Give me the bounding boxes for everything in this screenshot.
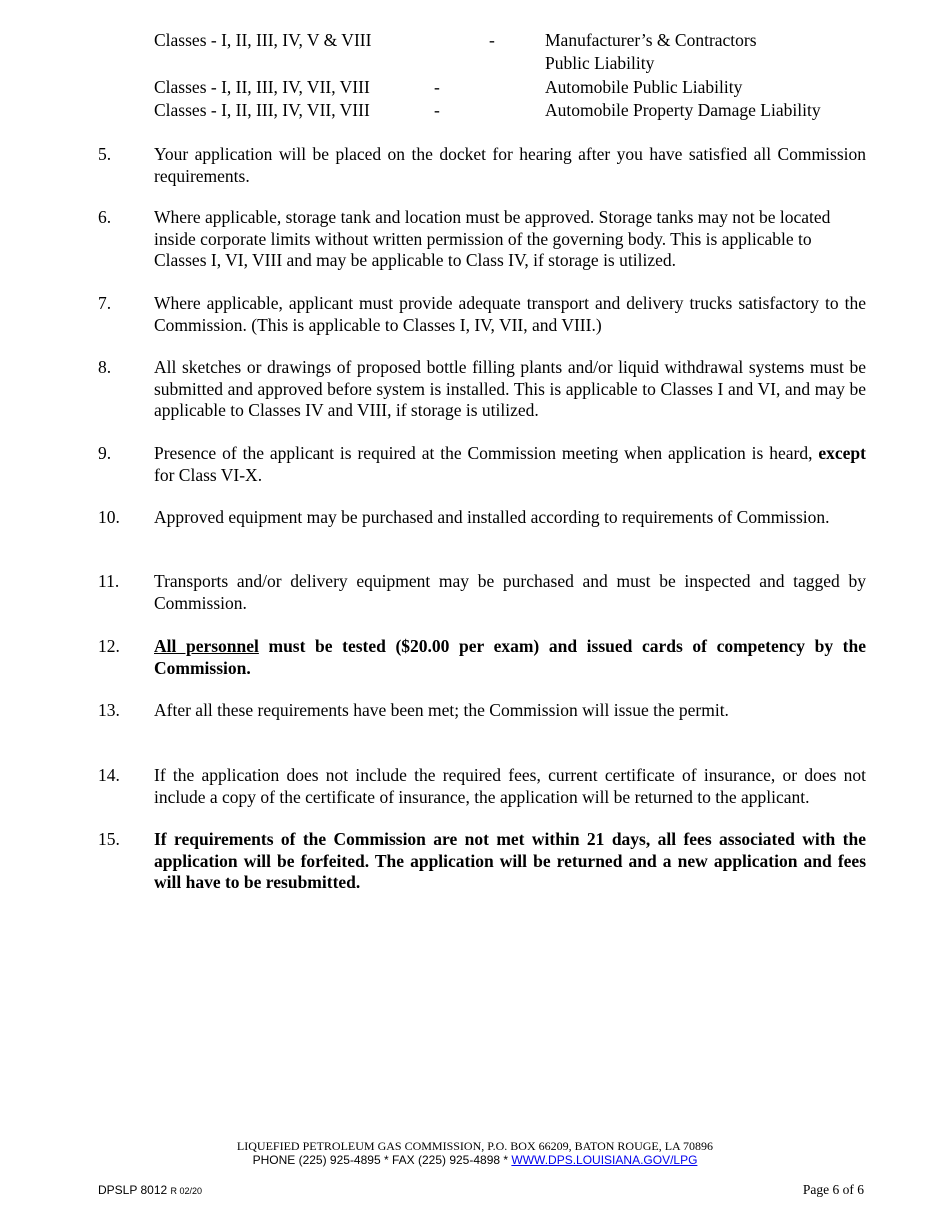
insurance-classes: Classes - I, II, III, IV, VII, VIII xyxy=(154,77,370,97)
item-emphasis: except xyxy=(818,443,866,463)
item-number: 13. xyxy=(98,700,120,720)
insurance-dash: - xyxy=(434,77,440,97)
item-number: 11. xyxy=(98,571,120,591)
item-number: 9. xyxy=(98,443,112,463)
item-underlined: All personnel xyxy=(154,636,259,656)
form-number: DPSLP 8012 xyxy=(98,1183,168,1197)
form-revision: R 02/20 xyxy=(170,1186,203,1196)
website-link[interactable]: WWW.DPS.LOUISIANA.GOV/LPG xyxy=(511,1153,698,1167)
insurance-coverage-line2: Public Liability xyxy=(545,53,655,73)
item-text: Your application will be placed on the docket for hearing after you have satisfied all Commission requirements. xyxy=(154,144,866,186)
insurance-coverage: Automobile Public Liability xyxy=(545,77,743,97)
footer-contact xyxy=(0,1153,950,1167)
insurance-dash: - xyxy=(434,100,440,120)
item-bold-text: must be tested ($20.00 per exam) and issued cards of competency by the Commission. xyxy=(154,636,867,678)
footer-address: LIQUEFIED PETROLEUM GAS COMMISSION, P.O. BOX 66209, BATON ROUGE, LA 70896 xyxy=(236,1139,714,1153)
item-text: Where applicable, applicant must provide adequate transport and delivery trucks satisfactory to the Commission. (This is applicable to Classes I, IV, VII, and VIII.) xyxy=(154,293,866,335)
item-text xyxy=(154,636,866,679)
item-text: Where applicable, storage tank and location must be approved. Storage tanks may not be located inside corporate limits without written permission of the governing body. This is applicable to Classes I, VI, VIII and may be applicable to Class IV, if storage is utilized. xyxy=(154,207,831,270)
item-number: 12. xyxy=(98,636,120,656)
item-number: 6. xyxy=(98,207,112,227)
item-text: All sketches or drawings of proposed bottle filling plants and/or liquid withdrawal systems must be submitted and approved before system is installed. This is applicable to Classes I and VI, and may be applicable to Classes IV and VIII, if storage is utilized. xyxy=(154,357,866,420)
item-number: 8. xyxy=(98,357,112,377)
item-text: After all these requirements have been met; the Commission will issue the permit. xyxy=(154,700,729,720)
insurance-coverage: Manufacturer’s & Contractors xyxy=(545,30,757,50)
form-id xyxy=(98,1183,202,1198)
item-number: 5. xyxy=(98,144,112,164)
footer-phone-fax: PHONE (225) 925-4895 * FAX (225) 925-4898 * xyxy=(252,1153,509,1167)
insurance-dash: - xyxy=(489,30,495,50)
item-text-part: for Class VI-X. xyxy=(154,464,263,485)
insurance-classes: Classes - I, II, III, IV, V & VIII xyxy=(154,30,372,50)
item-number: 15. xyxy=(98,829,120,849)
item-text: Transports and/or delivery equipment may be purchased and must be inspected and tagged by Commission. xyxy=(154,571,866,613)
item-text-part: Presence of the applicant is required at the Commission meeting when application is heard, xyxy=(154,443,813,463)
page-number: Page 6 of 6 xyxy=(802,1182,864,1197)
insurance-coverage: Automobile Property Damage Liability xyxy=(545,100,821,120)
item-number: 14. xyxy=(98,765,120,785)
item-text xyxy=(154,443,866,486)
insurance-classes: Classes - I, II, III, IV, VII, VIII xyxy=(154,100,370,120)
item-number: 10. xyxy=(98,507,120,527)
item-text: Approved equipment may be purchased and installed according to requirements of Commission. xyxy=(154,507,830,527)
item-text: If the application does not include the required fees, current certificate of insurance, or does not include a copy of the certificate of insurance, the application will be returned to the applicant. xyxy=(154,765,866,807)
item-number: 7. xyxy=(98,293,112,313)
item-text: If requirements of the Commission are not met within 21 days, all fees associated with the application will be forfeited. The application will be returned and a new application and fees will have to be resubmitted. xyxy=(154,829,866,892)
